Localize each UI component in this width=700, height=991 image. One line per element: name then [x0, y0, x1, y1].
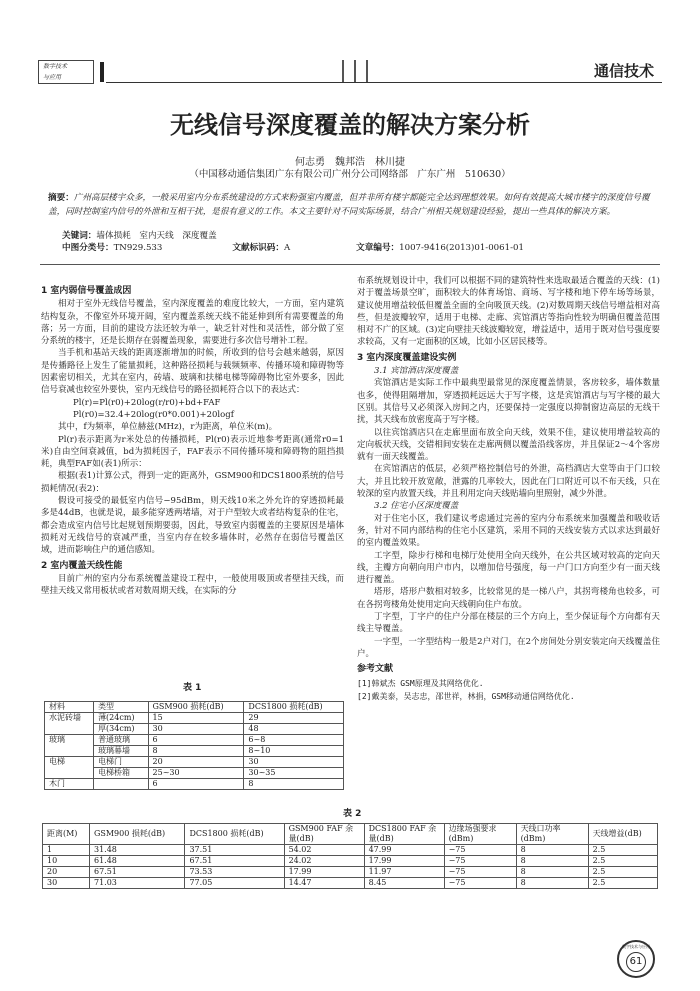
table-cell: 67.51 — [185, 856, 284, 867]
table-row — [45, 746, 344, 757]
table-header-row — [45, 702, 344, 713]
table-cell: 67.51 — [89, 867, 184, 878]
table-cell: 30 — [43, 878, 90, 889]
keywords: 墙体损耗 室内天线 深度覆盖 — [96, 231, 217, 241]
paragraph: 工字型，除步行梯和电梯厅处使用全向天线外，在公共区域对较高的定向天线，主瓣方向朝向用户市内，以增加信号强度，每一户门口方向至少有一面天线进行覆盖。 — [357, 550, 660, 586]
table-header-cell: 天线口功率(dBm) — [516, 824, 588, 845]
table-cell: −75 — [444, 845, 516, 856]
table-header-cell: DCS1800 损耗(dB) — [185, 824, 284, 845]
formula-1: Pl(r)=Pl(r0)+20log(r/r0)+bd+FAF — [73, 397, 221, 408]
table-header-cell: GSM900 FAF 余量(dB) — [284, 824, 364, 845]
subsection-3-1-heading: 3.1 宾馆酒店深度覆盖 — [374, 366, 459, 377]
header-pipes-ornament — [340, 60, 380, 84]
table-header-cell: 边缘场强要求(dBm) — [444, 824, 516, 845]
section-3-heading: 3 室内深度覆盖建设实例 — [357, 352, 457, 363]
formula-note: 其中，f为频率，单位赫兹(MHz)，r为距离，单位米(m)。 — [58, 422, 278, 433]
table-row — [43, 856, 658, 867]
table-cell — [94, 779, 148, 790]
table-row — [45, 768, 344, 779]
affiliation: （中国移动通信集团广东有限公司广州分公司网络部 广东广州 510630） — [189, 169, 511, 180]
table-cell: 17.99 — [364, 856, 444, 867]
table-cell: 8~10 — [244, 746, 344, 757]
table-cell: 8 — [244, 779, 344, 790]
table-row — [45, 713, 344, 724]
paragraph: Pl(r)表示距离为r米处总的传播损耗，Pl(r0)表示近地参考距离(通常r0=1米)自由空间衰减值，bd为损耗因子，FAF表示不同传播环境和障碍物的阻挡损耗，典型FAF如(表1)所示： — [41, 434, 344, 470]
table-cell: 水泥砖墙 — [45, 713, 94, 724]
table-header-cell: 类型 — [94, 702, 148, 713]
right-column — [357, 275, 660, 703]
seal-text: 数字技术与应用 — [622, 944, 650, 949]
section-name: 通信技术 — [593, 62, 654, 80]
header-bar-ornament — [100, 62, 104, 82]
table-cell — [45, 724, 94, 735]
table-cell: 8 — [516, 856, 588, 867]
paragraph: 塔形，塔形户数相对较多，比较常见的是一梯八户，其拐弯楼角也较多，可在各拐弯楼角处使用定向天线朝向住户布放。 — [357, 587, 660, 610]
table-1-caption: 表 1 — [183, 683, 202, 693]
table-header-cell: GSM900 损耗(dB) — [148, 702, 244, 713]
table-cell: 77.05 — [185, 878, 284, 889]
paragraph: 假设可接受的最低室内信号−95dBm，则天线10米之外允许的穿透损耗最多是44dB，也就是说，最多能穿透两堵墙，对于户型较大或者结构复杂的住宅，都会造成室内信号比起规划预期要弱，因此，导致室内弱覆盖的主要原因是墙体损耗对无线信号的衰减严重，当室内存在较多墙体时，必然存在弱信号覆盖区域，进而影响住户的通信感知。 — [41, 496, 345, 556]
table-cell — [45, 768, 94, 779]
subsection-3-2-heading: 3.2 住宅小区深度覆盖 — [374, 501, 459, 512]
table-cell: 8 — [516, 845, 588, 856]
paragraph: 布系统规划设计中，我们可以根据不同的建筑特性来选取最适合覆盖的天线：(1)对于覆盖场景空旷，面积较大的体育场馆、商场、写字楼和地下停车场等场景，建议使用增益较低但覆盖全面的全向吸顶天线。(2)对数周期天线信号增益相对高些，但是波瓣较窄，适用于电梯、走廊、宾馆酒店等指向性较为明确但覆盖范围相对不广的区域。(3)定向壁挂天线波瓣较宽，增益适中，适用于既对信号强度要求较高，又有一定面积的区域，比如小区居民楼等。 — [357, 276, 660, 348]
table-cell: 30~35 — [244, 768, 344, 779]
clc-label: 中图分类号： — [62, 243, 114, 253]
table-2 — [42, 823, 658, 889]
table-cell: 31.48 — [89, 845, 184, 856]
table-cell: 37.51 — [185, 845, 284, 856]
left-column — [41, 282, 344, 597]
table-cell: 71.03 — [89, 878, 184, 889]
table-cell: −75 — [444, 856, 516, 867]
table-cell: 6 — [148, 735, 244, 746]
table-header-row — [43, 824, 658, 845]
table-cell: 普通玻璃 — [94, 735, 148, 746]
reference-item: [1]韩斌杰 GSM原理及其网络优化. — [357, 678, 484, 688]
table-cell: 8.45 — [364, 878, 444, 889]
table-cell: 20 — [148, 757, 244, 768]
table-row — [43, 878, 658, 889]
table-cell: 2.5 — [588, 856, 657, 867]
table-cell: 2.5 — [588, 867, 657, 878]
table-cell: 54.02 — [284, 845, 364, 856]
table-cell: 48 — [244, 724, 344, 735]
table-cell: 30 — [244, 757, 344, 768]
table-cell: 6~8 — [244, 735, 344, 746]
page-number-seal — [617, 940, 655, 978]
table-row — [43, 867, 658, 878]
table-cell: 玻璃幕墙 — [94, 746, 148, 757]
table-cell: 2.5 — [588, 845, 657, 856]
table-header-cell: GSM900 损耗(dB) — [89, 824, 184, 845]
table-cell: −75 — [444, 878, 516, 889]
table-cell — [45, 746, 94, 757]
page-number: 61 — [626, 952, 646, 972]
table-header-cell: 天线增益(dB) — [588, 824, 657, 845]
table-cell: 61.48 — [89, 856, 184, 867]
table-cell: 电梯桥箱 — [94, 768, 148, 779]
table-cell: 1 — [43, 845, 90, 856]
abstract-text: 广州高层楼宇众多，一般采用室内分布系统建设的方式来粉强室内覆盖，但并非所有楼宇都能完全达到理想效果。如何有效提高大城市楼宇的深度信号覆盖，同时控制室内信号的外泄和互相干扰，是很有意义的工作。本文主要针对不同实际场景，结合广州相关规划建设经验，提出一些具体的解决方案。 — [48, 193, 650, 217]
table-cell: 8 — [148, 746, 244, 757]
article-title: 无线信号深度覆盖的解决方案分析 — [170, 111, 530, 139]
table-row — [43, 845, 658, 856]
table-cell: 20 — [43, 867, 90, 878]
section-1-heading: 1 室内弱信号覆盖成因 — [41, 286, 132, 296]
abstract-label: 摘要： — [48, 193, 74, 203]
formula-2: Pl(r0)=32.4+20log(r0*0.001)+20logf — [73, 409, 234, 420]
abstract-rule — [40, 264, 660, 265]
table-cell: 6 — [148, 779, 244, 790]
reference-item: [2]戴美泰，吴志忠，邵世祥，林捐，GSM移动通信网络优化. — [357, 691, 575, 701]
table-cell: 电梯门 — [94, 757, 148, 768]
table-cell: 29 — [244, 713, 344, 724]
abstract — [48, 191, 658, 219]
article-number: 1007-9416(2013)01-0061-01 — [399, 243, 524, 253]
article-meta — [62, 230, 652, 254]
paragraph: 相对于室外无线信号覆盖，室内深度覆盖的难度比较大，一方面，室内建筑结构复杂，不像室外环境开阔，室内覆盖系统天线不能延伸到所有需要覆盖的角落；另一方面，目前的建设方法还较为单一，缺乏针对性和灵活性，部分做了室分系统的楼宇，还是长期存在弱覆盖现象，需要进行多次信号增补工程。 — [41, 299, 344, 347]
table-2-caption: 表 2 — [343, 809, 362, 819]
clc-number: TN929.533 — [113, 243, 163, 253]
table-cell: 17.99 — [284, 867, 364, 878]
table-cell: 73.53 — [185, 867, 284, 878]
table-row — [45, 735, 344, 746]
table-cell: 15 — [148, 713, 244, 724]
paragraph: 目前广州的室内分布系统覆盖建设工程中，一般使用吸顶或者壁挂天线，而壁挂天线又常用板状或者对数周期天线，在实际的分 — [41, 573, 344, 597]
paragraph: 宾馆酒店是实际工作中最典型最常见的深度覆盖情景，客房较多，墙体数量也多，使得阻隔增加，穿透损耗远远大于写字楼，这是宾馆酒店与写字楼的最大区别。其信号又必须深入房间之内，还要保持一定强度以抑制窗边高层的无线干扰，其天线布放密度高于写字楼。 — [357, 378, 660, 426]
header-rule — [106, 82, 662, 83]
table-cell: 电梯 — [45, 757, 94, 768]
table-cell: 厚(34cm) — [94, 724, 148, 735]
keywords-label: 关键词： — [62, 231, 97, 241]
table-1 — [44, 701, 344, 790]
doc-code-label: 文献标识码： — [232, 243, 284, 253]
table-row — [45, 757, 344, 768]
table-cell: 25~30 — [148, 768, 244, 779]
section-2-heading: 2 室内覆盖天线性能 — [41, 560, 123, 571]
table-cell: 玻璃 — [45, 735, 94, 746]
page-header — [38, 52, 662, 86]
table-row — [45, 779, 344, 790]
authors: 何志勇 魏邦浩 林川捷 — [295, 157, 405, 168]
logo-line-2: 与应用 — [43, 74, 62, 81]
journal-logo — [38, 60, 94, 84]
table-header-cell: 材料 — [45, 702, 94, 713]
table-cell: 8 — [516, 867, 588, 878]
table-cell: 14.47 — [284, 878, 364, 889]
table-cell: 8 — [516, 878, 588, 889]
doc-code: A — [283, 243, 291, 253]
table-cell: 11.97 — [364, 867, 444, 878]
table-cell: 2.5 — [588, 878, 657, 889]
article-number-label: 文章编号： — [356, 243, 400, 253]
table-cell: 薄(24cm) — [94, 713, 148, 724]
table-cell: 24.02 — [284, 856, 364, 867]
paragraph: 当手机和基站天线的距离逐渐增加的时候，所收到的信号会越来越弱，原因是传播路径上发生了能量损耗，这种路径损耗与载频频率、传播环境和障碍物等因素密切相关，尤其在室内，砖墙、玻璃和扶梯电梯等障碍物比室外要多，因此信号衰减也较室外要快，室内无线信号的路径损耗符合以下的表达式： — [41, 348, 344, 396]
table-row — [45, 724, 344, 735]
paragraph: 根据(表1)计算公式，得到一定的距离外，GSM900和DCS1800系统的信号损耗情况(表2)： — [41, 471, 344, 494]
references-heading: 参考文献 — [357, 664, 394, 675]
paragraph: 丁字型，丁字户的住户分部在楼层的三个方向上，至少保证每个方向都有天线主导覆盖。 — [357, 612, 660, 635]
table-cell: 30 — [148, 724, 244, 735]
paragraph: 以往宾馆酒店只在走廊里面布放全向天线，效果不佳，建议使用增益较高的定向板状天线，交错相间安装在走廊两侧以覆盖沿线客房，并且保证2～4个客房就有一面天线覆盖。 — [357, 427, 660, 463]
table-cell: −75 — [444, 867, 516, 878]
table-cell: 47.99 — [364, 845, 444, 856]
paragraph: 一字型，一字型结构一般是2户对门，在2个房间处分别安装定向天线覆盖住户。 — [357, 636, 660, 659]
paragraph: 在宾馆酒店的低层，必须严格控制信号的外泄，高档酒店大堂等由于门口较大，并且比较开放宽敞，泄露的几率较大，因此在门口附近可以不布天线，只在较深的室内放置天线，并且利用定向天线贴墙向里照射，减少外泄。 — [357, 464, 660, 500]
logo-line-1: 数字技术 — [43, 63, 68, 70]
table-header-cell: 距离(M) — [43, 824, 90, 845]
table-header-cell: DCS1800 FAF 余量(dB) — [364, 824, 444, 845]
paragraph: 对于住宅小区，我们建议考虑通过完善的室内分布系统来加强覆盖和吸收话务，针对不同内部结构的住宅小区建筑，采用不同的天线安装方式以求达到最好的室内覆盖效果。 — [357, 513, 660, 549]
table-cell: 木门 — [45, 779, 94, 790]
table-header-cell: DCS1800 损耗(dB) — [244, 702, 344, 713]
table-cell: 10 — [43, 856, 90, 867]
